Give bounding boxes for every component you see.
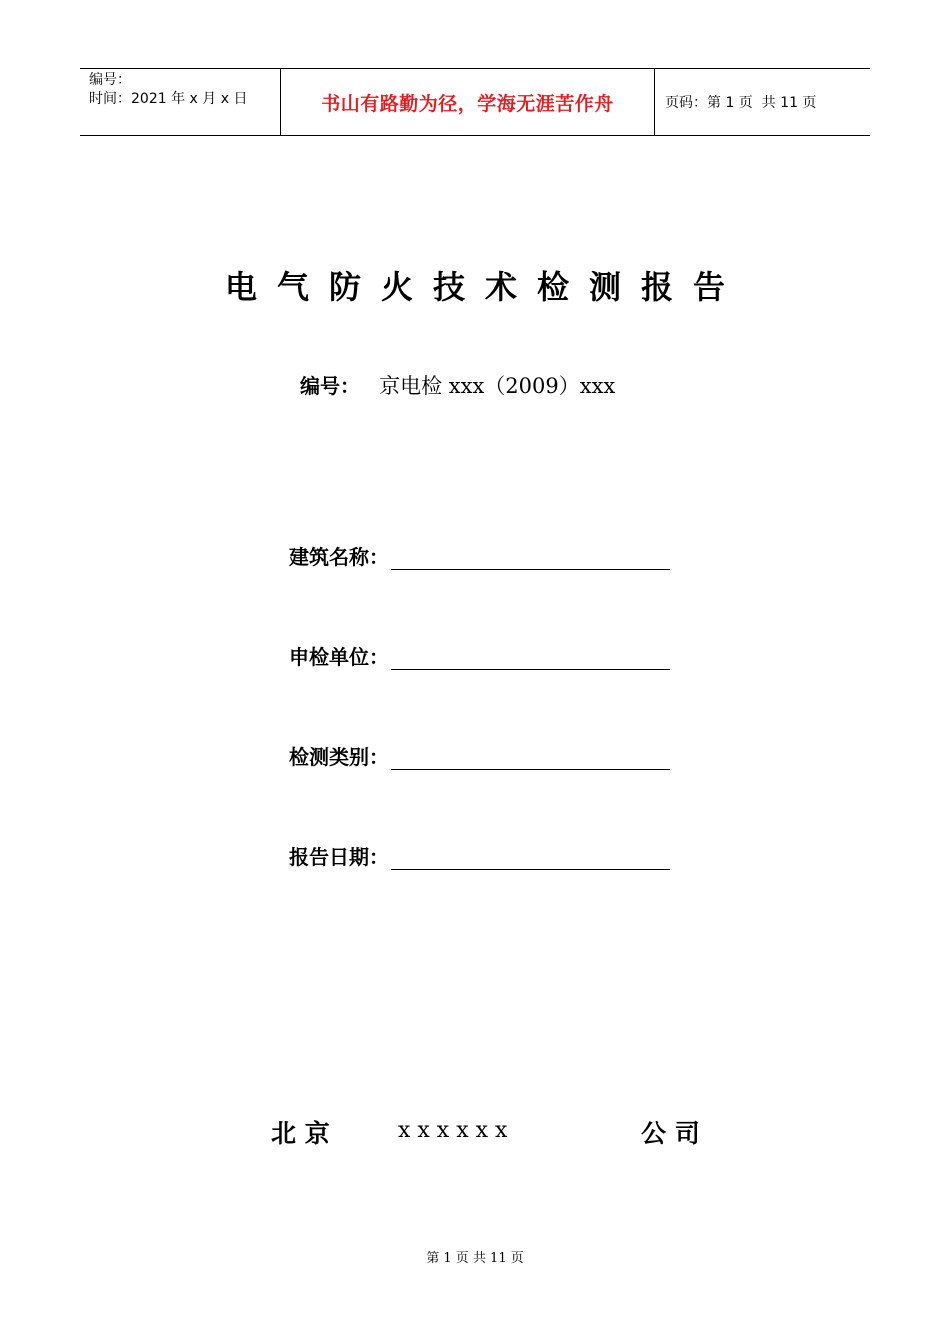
company-placeholder: x x x x x x: [398, 1118, 508, 1143]
field-blank-line: [391, 747, 670, 770]
field-label: 检测类别：: [289, 745, 389, 769]
field-building-name: [289, 538, 670, 572]
header-motto: 书山有路勤为径，学海无涯苦作舟: [321, 92, 614, 115]
page-footer: 第 1 页 共 11 页: [426, 1251, 524, 1266]
company-city: 北 京: [271, 1119, 330, 1148]
field-label: 报告日期：: [289, 845, 389, 869]
header-page-cell: [655, 69, 870, 135]
header-motto-cell: [281, 69, 655, 135]
report-number-value: 京电检 xxx（2009）xxx: [379, 374, 616, 398]
header-time: 时间：2021 年 x 月 x 日: [89, 91, 248, 107]
header-meta: [80, 69, 281, 135]
document-title: 电气防火技术检测报告: [224, 268, 745, 306]
header-page-info: 页码：第 1 页 共 11 页: [665, 95, 817, 111]
report-number-label: 编号：: [300, 374, 360, 398]
field-blank-line: [391, 847, 670, 870]
page-header: [80, 68, 870, 136]
field-label: 建筑名称：: [289, 545, 389, 569]
field-applicant: [289, 638, 670, 672]
field-label: 申检单位：: [289, 645, 389, 669]
header-number-label: 编号：: [89, 72, 131, 88]
field-blank-line: [391, 647, 670, 670]
field-report-date: [289, 838, 670, 872]
company-suffix: 公 司: [641, 1119, 700, 1148]
field-blank-line: [391, 547, 670, 570]
field-test-category: [289, 738, 670, 772]
report-number: [300, 370, 615, 400]
